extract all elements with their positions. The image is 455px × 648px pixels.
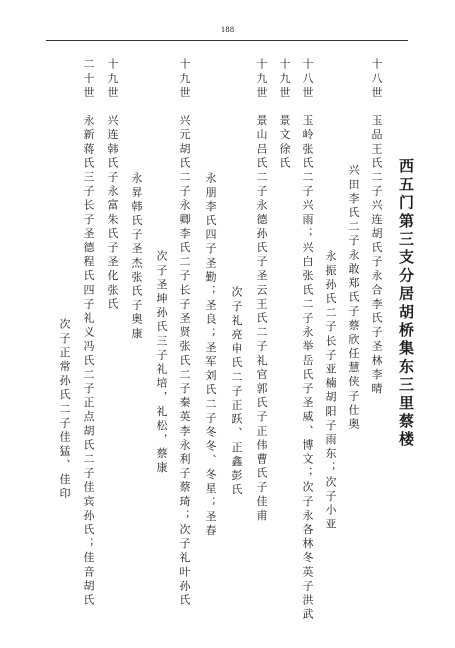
genealogy-column: 次子正常孙氏二子佳猛、佳印 bbox=[58, 318, 71, 502]
genealogy-column: 二十世 永新蒋氏三子长子圣德程氏四子礼义冯氏二子正点胡氏二子佳宾孙氏；佳音胡氏 bbox=[82, 58, 95, 608]
genealogy-column: 永昇韩氏子圣杰张氏子奥康 bbox=[130, 172, 143, 342]
header-rule bbox=[46, 40, 408, 41]
document-title: 西五门第三支分居胡桥集东三里蔡楼 bbox=[397, 158, 415, 450]
genealogy-column: 兴田李氏二子永敢郑氏子蔡欣任慧侠子仕奥 bbox=[347, 164, 360, 432]
genealogy-column: 十九世 景山吕氏二子永德孙氏子圣云王氏二子礼官郭氏子正伟曹氏子佳甫 bbox=[255, 58, 268, 524]
genealogy-column: 十九世 兴连韩氏子永富朱氏子圣化张氏 bbox=[106, 58, 119, 312]
genealogy-column: 十九世 兴元胡氏二子永卿李氏二子长子圣贤张氏二子秦英李永利子蔡琦；次子礼叶孙氏 bbox=[178, 58, 191, 608]
genealogy-column: 次子圣坤孙氏三子礼培，礼松，蔡康 bbox=[155, 250, 168, 476]
genealogy-column: 次子礼亮申氏二子正跃、正鑫彭氏 bbox=[230, 286, 243, 498]
page-number: 188 bbox=[220, 26, 235, 34]
genealogy-column: 十九世 景文徐氏 bbox=[278, 58, 291, 171]
genealogy-column: 十八世 玉品王氏二子兴连胡氏子永合李氏子圣林李晴 bbox=[370, 58, 383, 397]
genealogy-column: 十八世 玉岭张氏二子兴雨；兴白张氏二子永举岳氏子圣威、博文；次子永各林冬英子洪武 bbox=[301, 58, 314, 622]
genealogy-column: 永振孙氏二子长子亚楠胡阳子雨东；次子小亚 bbox=[324, 250, 337, 532]
genealogy-column: 永朋李氏四子圣勤；圣良；圣军刘氏二子冬冬、冬星；圣春 bbox=[204, 172, 217, 539]
